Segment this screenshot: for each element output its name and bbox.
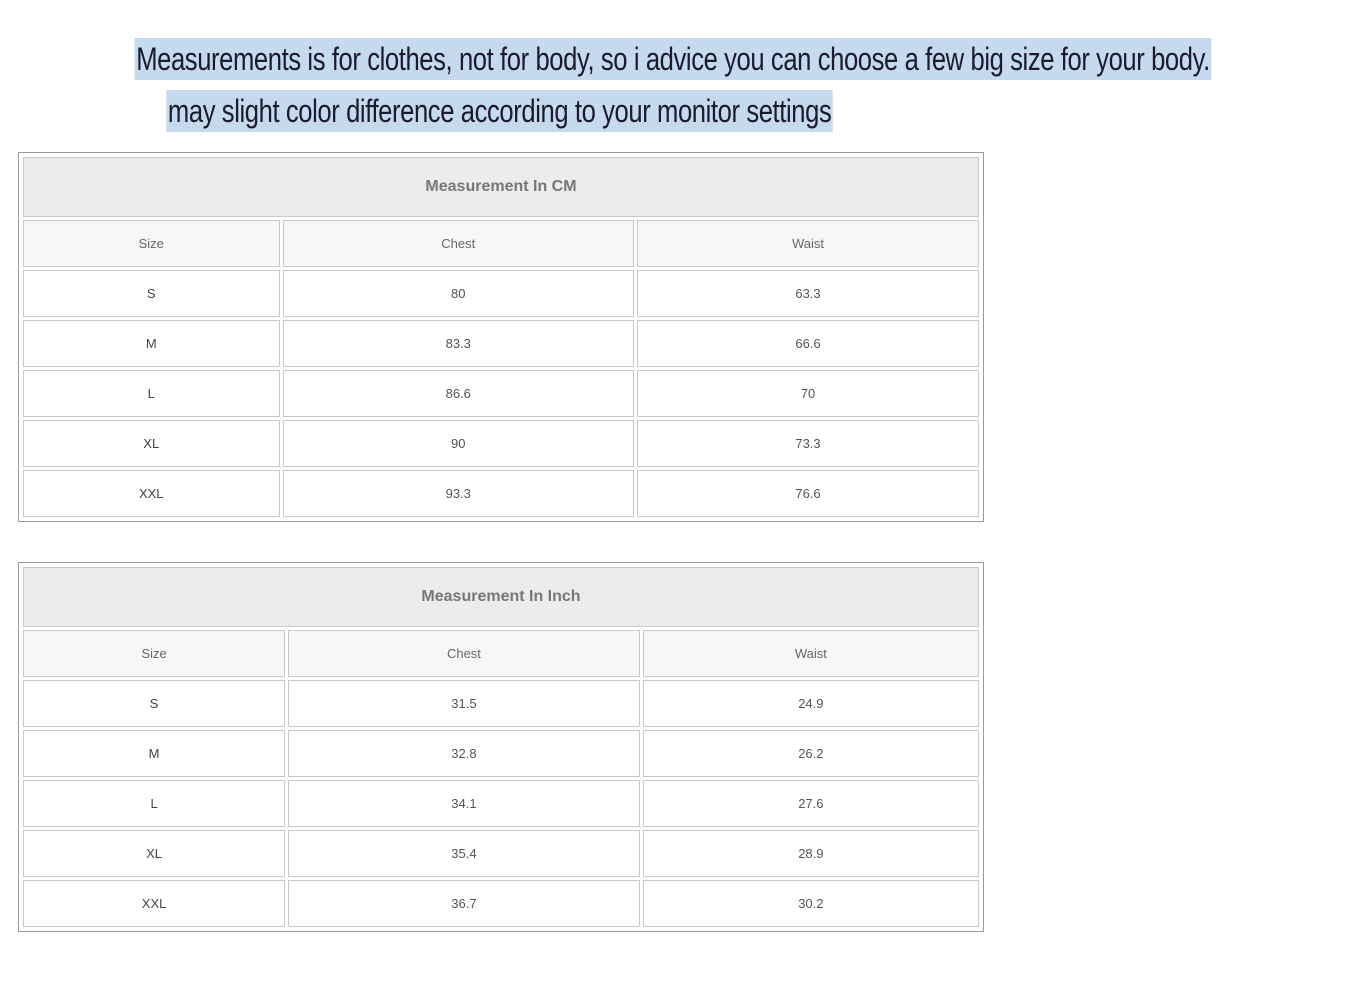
header-row <box>23 630 979 677</box>
size-cell: XXL <box>23 880 285 927</box>
chest-cell: 86.6 <box>283 370 635 417</box>
header-size: Size <box>23 220 280 267</box>
chest-cell: 83.3 <box>283 320 635 367</box>
table-title: Measurement In Inch <box>23 567 979 627</box>
table-row <box>23 780 979 827</box>
waist-cell: 76.6 <box>637 470 979 517</box>
waist-cell: 27.6 <box>643 780 979 827</box>
header-waist: Waist <box>637 220 979 267</box>
waist-cell: 28.9 <box>643 830 979 877</box>
waist-cell: 73.3 <box>637 420 979 467</box>
chest-cell: 93.3 <box>283 470 635 517</box>
table-row <box>23 420 979 467</box>
size-cell: L <box>23 370 280 417</box>
size-cell: XXL <box>23 470 280 517</box>
waist-cell: 26.2 <box>643 730 979 777</box>
notice-line-1: Measurements is for clothes, not for body, so i advice you can choose a few big size for your body. <box>135 38 1212 80</box>
header-waist: Waist <box>643 630 979 677</box>
notice-line-2: may slight color difference according to your monitor settings <box>167 90 834 132</box>
header-chest: Chest <box>283 220 635 267</box>
chest-cell: 35.4 <box>288 830 640 877</box>
table-row <box>23 830 979 877</box>
cm-size-table <box>18 152 984 522</box>
waist-cell: 63.3 <box>637 270 979 317</box>
table-title: Measurement In CM <box>23 157 979 217</box>
header-size: Size <box>23 630 285 677</box>
size-cell: M <box>23 730 285 777</box>
chest-cell: 36.7 <box>288 880 640 927</box>
table-row <box>23 320 979 367</box>
size-cell: S <box>23 680 285 727</box>
inch-size-table <box>18 562 984 932</box>
chest-cell: 31.5 <box>288 680 640 727</box>
size-notice <box>0 38 1210 130</box>
size-cell: L <box>23 780 285 827</box>
table-row <box>23 270 979 317</box>
chest-cell: 80 <box>283 270 635 317</box>
table-row <box>23 370 979 417</box>
waist-cell: 66.6 <box>637 320 979 367</box>
size-cell: M <box>23 320 280 367</box>
size-cell: XL <box>23 420 280 467</box>
header-chest: Chest <box>288 630 640 677</box>
table-row <box>23 880 979 927</box>
chest-cell: 90 <box>283 420 635 467</box>
table-row <box>23 680 979 727</box>
table-row <box>23 470 979 517</box>
chest-cell: 34.1 <box>288 780 640 827</box>
chest-cell: 32.8 <box>288 730 640 777</box>
waist-cell: 24.9 <box>643 680 979 727</box>
table-row <box>23 730 979 777</box>
waist-cell: 30.2 <box>643 880 979 927</box>
header-row <box>23 220 979 267</box>
waist-cell: 70 <box>637 370 979 417</box>
size-cell: XL <box>23 830 285 877</box>
size-cell: S <box>23 270 280 317</box>
